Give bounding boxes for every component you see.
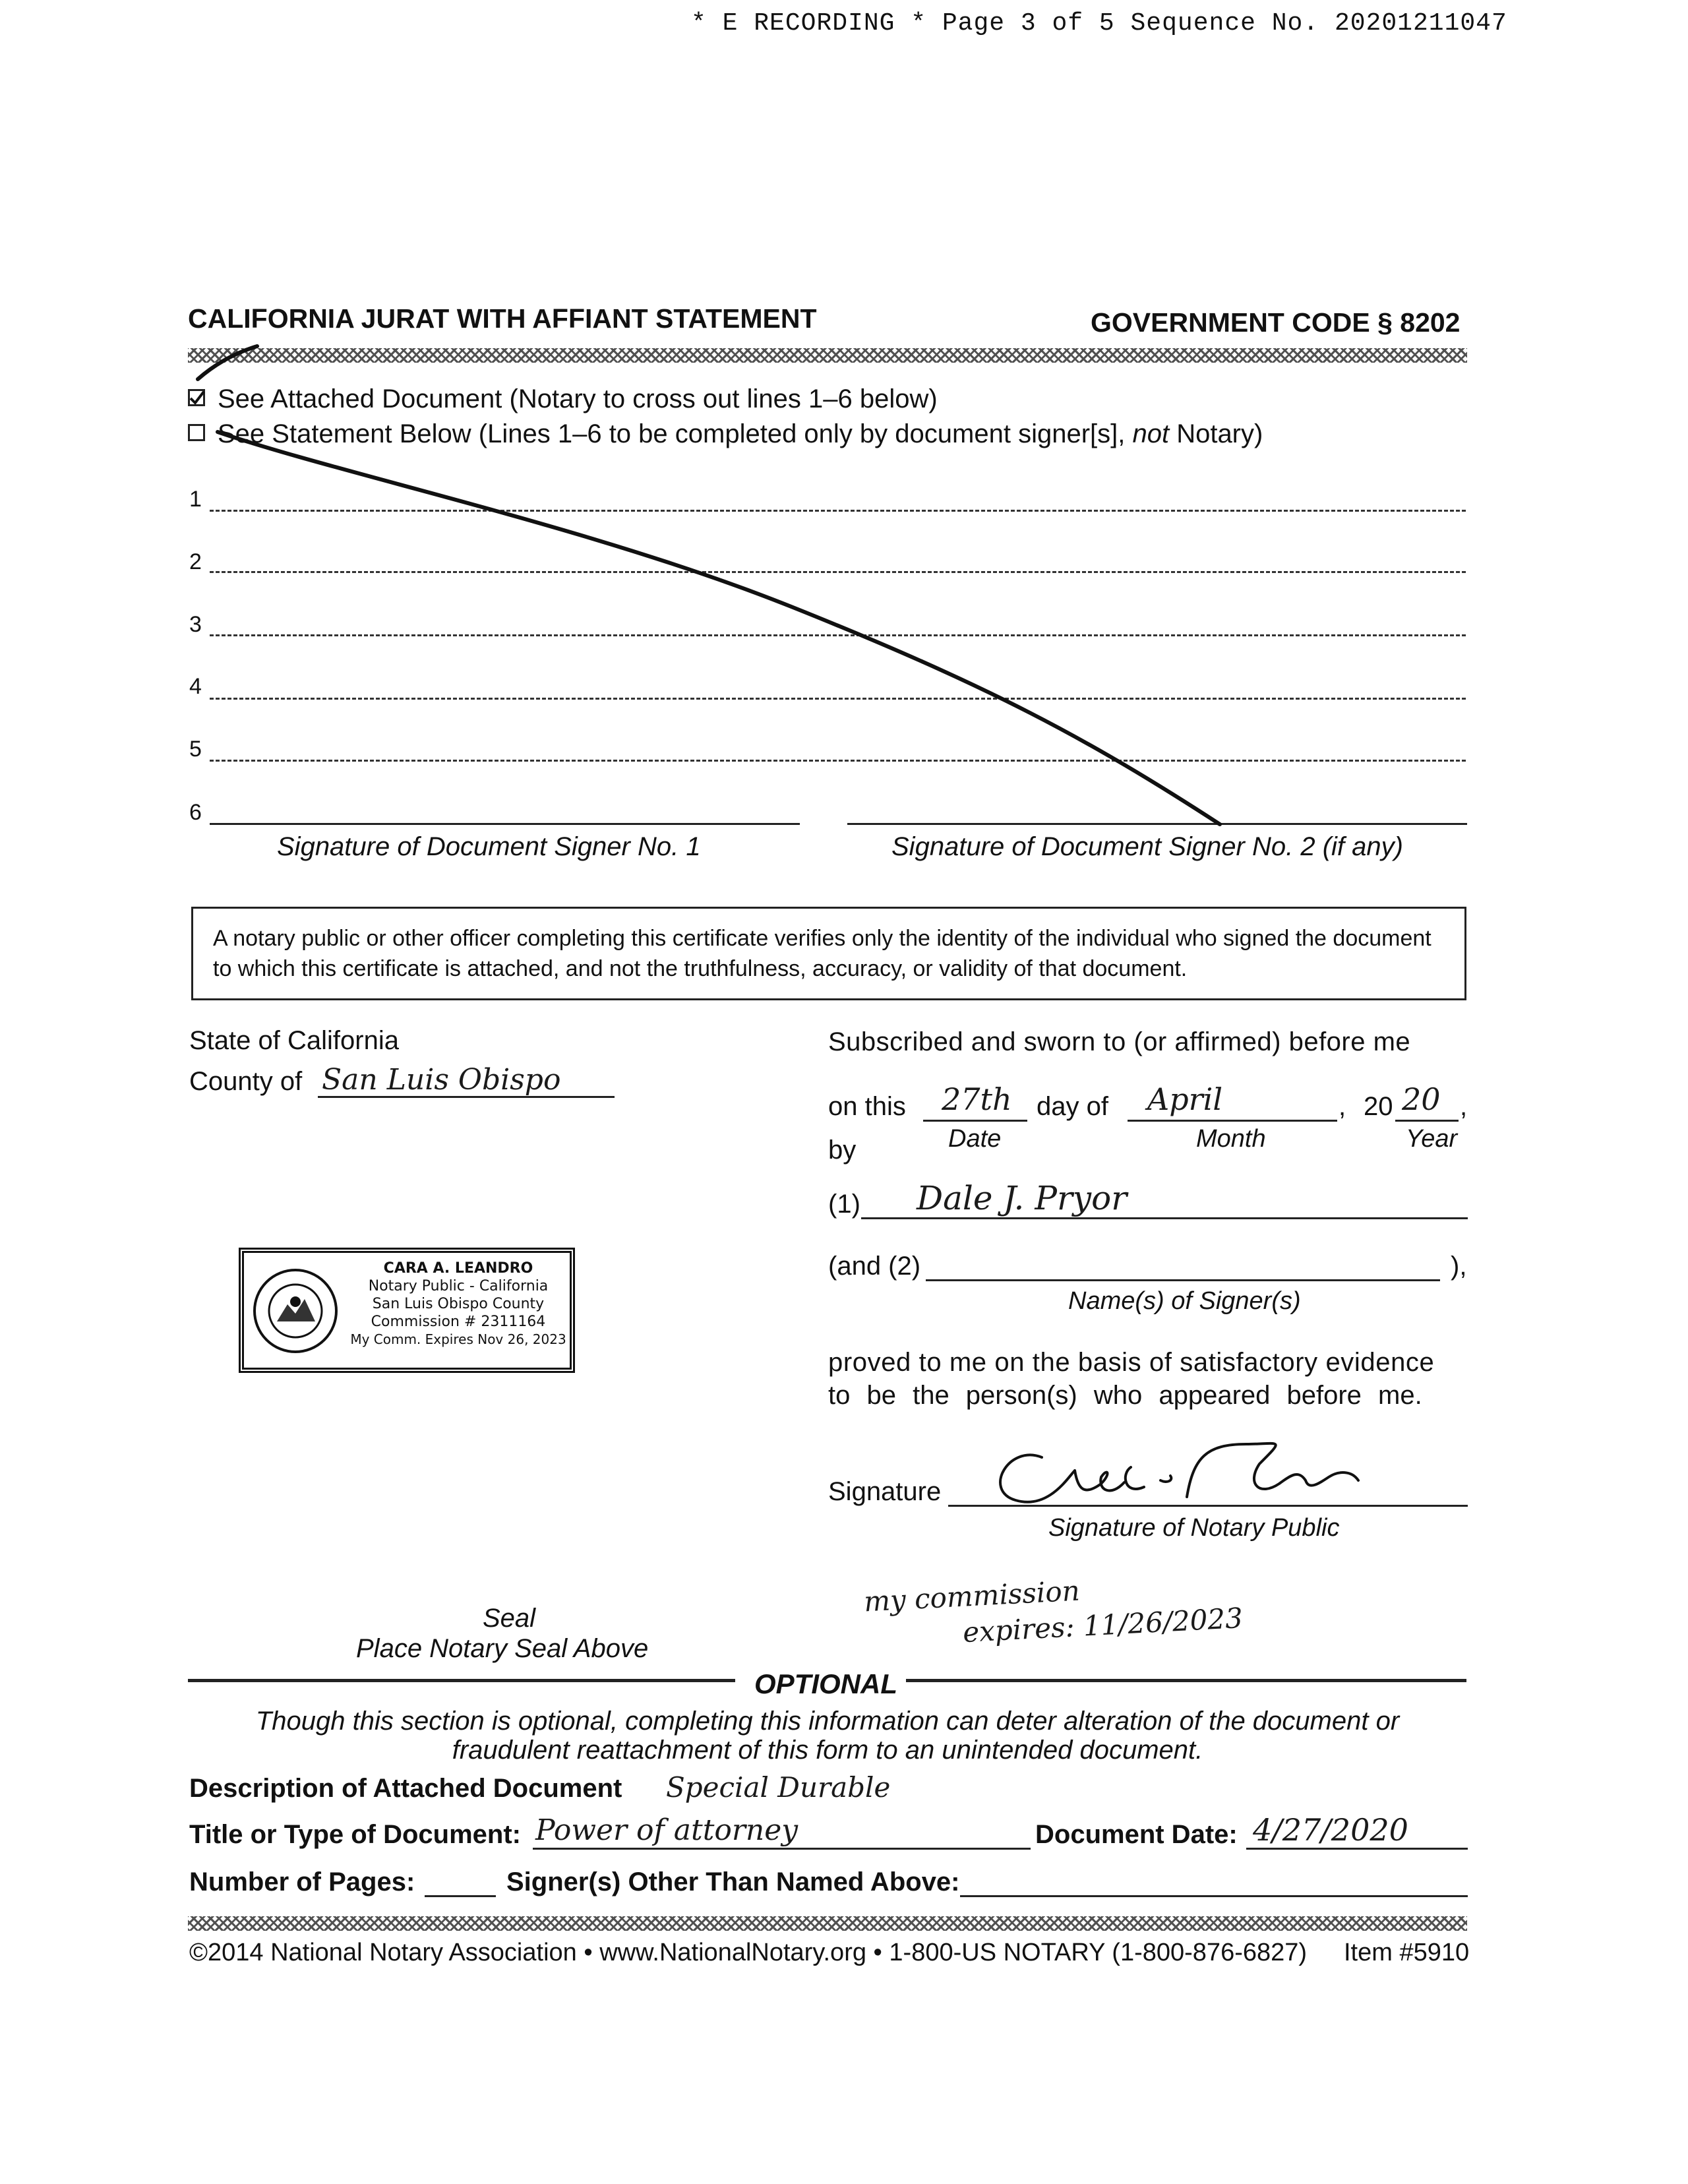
form-title: CALIFORNIA JURAT WITH AFFIANT STATEMENT — [188, 303, 817, 334]
cross-out-stroke — [0, 0, 1688, 857]
optional-rule-left — [188, 1679, 735, 1682]
seal-line3: San Luis Obispo County — [372, 1296, 545, 1312]
notary-signature-sublabel: Signature of Notary Public — [1048, 1514, 1340, 1542]
year-field-line[interactable] — [1395, 1120, 1459, 1122]
place-seal-caption: Place Notary Seal Above — [356, 1634, 649, 1663]
month-field-line[interactable] — [1128, 1120, 1337, 1122]
notice-text: A notary public or other officer completing this certificate verifies only the identity of the individual who signed the document to which this certificate is attached, and not the truthfulness, accuracy, or validity of that document. — [213, 926, 1432, 981]
year-prefix: 20 — [1364, 1092, 1393, 1121]
option-see-statement-end: Notary) — [1169, 419, 1263, 448]
title-type-value: Power of attorney — [535, 1813, 799, 1847]
signer2-name-line[interactable] — [926, 1279, 1440, 1281]
month-sublabel: Month — [1196, 1125, 1266, 1153]
signature-label: Signature — [828, 1477, 942, 1506]
signer2-label: Signature of Document Signer No. 2 (if any) — [891, 832, 1403, 861]
on-this-label: on this — [828, 1092, 906, 1121]
decorative-border-bottom — [188, 1916, 1467, 1931]
signer1-name-value: Dale J. Pryor — [917, 1179, 1128, 1217]
optional-text-1: Though this section is optional, completing this information can deter alteration of the document or — [255, 1707, 1400, 1736]
line-number-4: 4 — [189, 674, 202, 699]
year-value: 20 — [1402, 1081, 1441, 1117]
optional-rule-right — [906, 1679, 1466, 1682]
signer1-prefix: (1) — [828, 1190, 860, 1219]
document-date-label: Document Date: — [1035, 1820, 1238, 1849]
seal-line4: Commission # 2311164 — [371, 1314, 546, 1330]
document-date-value: 4/27/2020 — [1253, 1812, 1408, 1848]
signer2-suffix: ), — [1451, 1252, 1467, 1281]
government-code: GOVERNMENT CODE § 8202 — [1091, 307, 1461, 338]
seal-line2: Notary Public - California — [368, 1278, 549, 1294]
other-signers-label: Signer(s) Other Than Named Above: — [506, 1867, 960, 1896]
signer1-label: Signature of Document Signer No. 1 — [277, 832, 701, 861]
state-seal-icon — [249, 1265, 342, 1357]
state-label: State of California — [189, 1026, 399, 1055]
document-date-field-line[interactable] — [1246, 1848, 1468, 1850]
description-label: Description of Attached Document — [189, 1774, 622, 1803]
seal-line5: My Comm. Expires Nov 26, 2023 — [350, 1331, 566, 1347]
names-sublabel: Name(s) of Signer(s) — [1068, 1287, 1301, 1315]
line-number-5: 5 — [189, 737, 202, 762]
footer-item: Item #5910 — [1344, 1939, 1470, 1966]
proved-line2: to be the person(s) who appeared before me. — [828, 1381, 1422, 1410]
seal-caption: Seal — [483, 1604, 536, 1633]
month-value: April — [1147, 1081, 1223, 1117]
other-signers-field-line[interactable] — [960, 1895, 1468, 1897]
pages-label: Number of Pages: — [189, 1867, 415, 1896]
year-sublabel: Year — [1406, 1125, 1458, 1153]
optional-text-2: fraudulent reattachment of this form to an unintended document. — [452, 1736, 1203, 1765]
proved-line1: proved to me on the basis of satisfactory evidence — [828, 1348, 1435, 1377]
day-field-line[interactable] — [923, 1120, 1027, 1122]
day-of-label: day of — [1037, 1092, 1108, 1121]
description-value: Special Durable — [666, 1771, 891, 1804]
line-number-3: 3 — [189, 612, 202, 637]
line-number-6: 6 — [189, 800, 202, 825]
notary-seal-stamp — [239, 1248, 575, 1373]
title-type-label: Title or Type of Document: — [189, 1820, 521, 1849]
footer-text: ©2014 National Notary Association • www.NationalNotary.org • 1-800-US NOTARY (1-800-876-6827) — [189, 1939, 1308, 1966]
county-value: San Luis Obispo — [322, 1063, 561, 1097]
notary-signature-image — [969, 1418, 1391, 1520]
optional-heading: OPTIONAL — [754, 1668, 897, 1699]
recording-header: * E RECORDING * Page 3 of 5 Sequence No. 20201211047 — [691, 9, 1507, 38]
commission-note-line2: expires: 11/26/2023 — [962, 1601, 1244, 1649]
option-see-attached-label: See Attached Document (Notary to cross out lines 1–6 below) — [218, 384, 938, 413]
option-see-statement-text: See Statement Below (Lines 1–6 to be completed only by document signer[s], — [218, 419, 1133, 448]
signer1-name-line[interactable] — [861, 1217, 1468, 1219]
by-label: by — [828, 1136, 857, 1165]
county-label: County of — [189, 1067, 303, 1096]
line-number-1: 1 — [189, 487, 202, 512]
title-type-field-line[interactable] — [533, 1848, 1031, 1850]
date-sublabel: Date — [948, 1125, 1002, 1153]
commission-note-line1: my commission — [862, 1574, 1081, 1618]
seal-name: CARA A. LEANDRO — [383, 1260, 533, 1277]
pages-field-line[interactable] — [425, 1895, 496, 1897]
day-value: 27th — [942, 1081, 1012, 1117]
notice-box — [191, 907, 1466, 1000]
subscribed-text: Subscribed and sworn to (or affirmed) before me — [828, 1027, 1411, 1056]
option-not-word: not — [1132, 419, 1170, 448]
line-number-2: 2 — [189, 549, 202, 574]
signer2-prefix: (and (2) — [828, 1252, 921, 1281]
